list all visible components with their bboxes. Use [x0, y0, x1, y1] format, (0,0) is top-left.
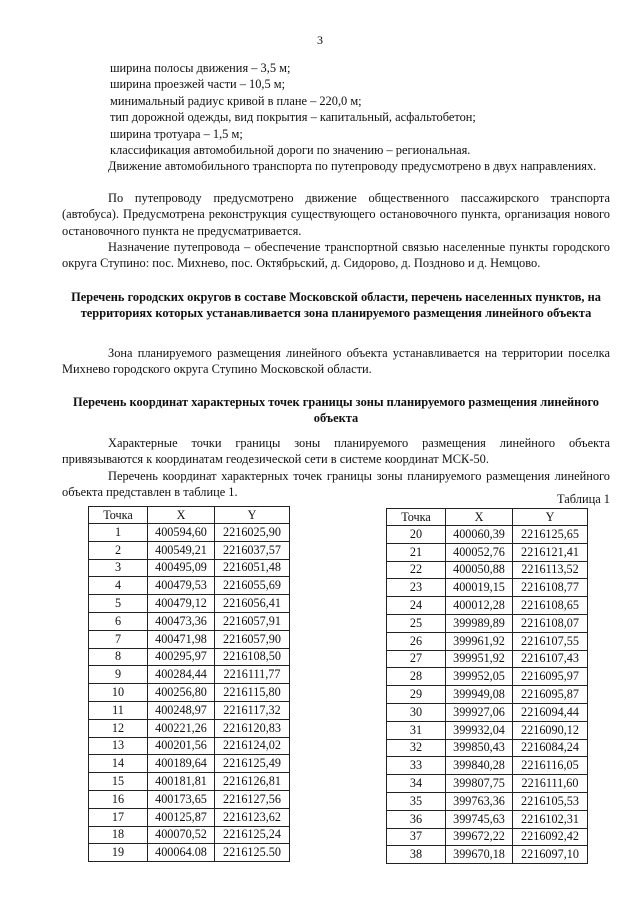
table-row [387, 526, 588, 544]
table-row [89, 808, 290, 826]
spec-list [110, 60, 620, 158]
y-cell: 2216125,65 [513, 526, 588, 544]
table-row [387, 721, 588, 739]
point-cell: 12 [89, 719, 148, 737]
y-cell: 2216057,90 [215, 630, 290, 648]
table-row [387, 739, 588, 757]
y-cell: 2216095,87 [513, 686, 588, 704]
point-cell: 20 [387, 526, 446, 544]
table-row [89, 701, 290, 719]
table-row [89, 595, 290, 613]
table-row [387, 792, 588, 810]
point-cell: 38 [387, 846, 446, 864]
coordinates-table-right [386, 508, 588, 864]
y-cell: 2216097,10 [513, 846, 588, 864]
x-cell: 400473,36 [148, 612, 215, 630]
x-cell: 400060,39 [446, 526, 513, 544]
point-cell: 8 [89, 648, 148, 666]
paragraph-traffic: Движение автомобильного транспорта по путепроводу предусмотрено в двух направлениях. [108, 159, 597, 173]
x-cell: 399989,89 [446, 614, 513, 632]
header-x: X [148, 507, 215, 524]
x-cell: 400201,56 [148, 737, 215, 755]
point-cell: 2 [89, 541, 148, 559]
spec-line-pavement-type: тип дорожной одежды, вид покрытия – капитальный, асфальтобетон; [110, 110, 476, 125]
table-row [89, 541, 290, 559]
paragraph-purpose: Назначение путепровода – обеспечение транспортной связью населенные пункты городского округа Ступино: пос. Михнево, пос. Октябрьский, д. Сидорово, д. Поздново и д. Немцово. [62, 240, 610, 271]
header-point: Точка [89, 507, 148, 524]
spec-line-lane-width: ширина полосы движения – 3,5 м; [110, 61, 291, 75]
y-cell: 2216111,60 [513, 775, 588, 793]
x-cell: 399763,36 [446, 792, 513, 810]
point-cell: 35 [387, 792, 446, 810]
x-cell: 400181,81 [148, 773, 215, 791]
y-cell: 2216057,91 [215, 612, 290, 630]
y-cell: 2216126,81 [215, 773, 290, 791]
point-cell: 16 [89, 790, 148, 808]
table-row [387, 561, 588, 579]
point-cell: 21 [387, 543, 446, 561]
table-row [387, 650, 588, 668]
point-cell: 37 [387, 828, 446, 846]
y-cell: 2216084,24 [513, 739, 588, 757]
x-cell: 400594,60 [148, 524, 215, 542]
table-row [89, 737, 290, 755]
y-cell: 2216095,97 [513, 668, 588, 686]
x-cell: 400248,97 [148, 701, 215, 719]
table-row [89, 844, 290, 862]
y-cell: 2216125,24 [215, 826, 290, 844]
y-cell: 2216092,42 [513, 828, 588, 846]
table-row [89, 684, 290, 702]
table-row [89, 559, 290, 577]
table-row [387, 632, 588, 650]
x-cell: 400070,52 [148, 826, 215, 844]
x-cell: 400256,80 [148, 684, 215, 702]
x-cell: 399672,22 [446, 828, 513, 846]
point-cell: 1 [89, 524, 148, 542]
point-cell: 14 [89, 755, 148, 773]
y-cell: 2216120,83 [215, 719, 290, 737]
point-cell: 26 [387, 632, 446, 650]
header-point: Точка [387, 509, 446, 526]
y-cell: 2216124,02 [215, 737, 290, 755]
table-row [387, 757, 588, 775]
x-cell: 399949,08 [446, 686, 513, 704]
point-cell: 13 [89, 737, 148, 755]
x-cell: 400050,88 [446, 561, 513, 579]
table-header-row [89, 507, 290, 524]
paragraph-table-intro: Перечень координат характерных точек границы зоны планируемого размещения линейного объекта представлен в таблице 1. [62, 469, 610, 500]
point-cell: 15 [89, 773, 148, 791]
table-row [89, 648, 290, 666]
table-row [89, 577, 290, 595]
table-row [387, 846, 588, 864]
x-cell: 399932,04 [446, 721, 513, 739]
spec-line-sidewalk-width: ширина тротуара – 1,5 м; [110, 126, 243, 141]
point-cell: 24 [387, 597, 446, 615]
point-cell: 9 [89, 666, 148, 684]
y-cell: 2216116,05 [513, 757, 588, 775]
table-row [387, 543, 588, 561]
spec-line-min-radius: минимальный радиус кривой в плане – 220,0 м; [110, 93, 362, 108]
x-cell: 400189,64 [148, 755, 215, 773]
table-caption: Таблица 1 [557, 492, 610, 506]
x-cell: 399961,92 [446, 632, 513, 650]
x-cell: 400295,97 [148, 648, 215, 666]
table-row [387, 775, 588, 793]
point-cell: 33 [387, 757, 446, 775]
point-cell: 19 [89, 844, 148, 862]
x-cell: 400221,26 [148, 719, 215, 737]
header-y: Y [215, 507, 290, 524]
y-cell: 2216102,31 [513, 810, 588, 828]
y-cell: 2216108,07 [513, 614, 588, 632]
y-cell: 2216127,56 [215, 790, 290, 808]
y-cell: 2216025,90 [215, 524, 290, 542]
section-heading-coordinates: Перечень координат характерных точек границы зоны планируемого размещения линейного объекта [73, 395, 599, 426]
page-number: 3 [317, 33, 323, 47]
point-cell: 5 [89, 595, 148, 613]
section-heading-districts: Перечень городских округов в составе Московской области, перечень населенных пунктов, на территориях которых устанавливается зона планируемого размещения линейного объекта [71, 290, 601, 321]
point-cell: 36 [387, 810, 446, 828]
y-cell: 2216117,32 [215, 701, 290, 719]
x-cell: 400495,09 [148, 559, 215, 577]
point-cell: 27 [387, 650, 446, 668]
point-cell: 23 [387, 579, 446, 597]
table-row [89, 524, 290, 542]
y-cell: 2216111,77 [215, 666, 290, 684]
table-row [387, 828, 588, 846]
x-cell: 399927,06 [446, 703, 513, 721]
point-cell: 22 [387, 561, 446, 579]
table-row [89, 719, 290, 737]
x-cell: 399745,63 [446, 810, 513, 828]
table-row [89, 666, 290, 684]
y-cell: 2216108,77 [513, 579, 588, 597]
table-row [89, 755, 290, 773]
table-row [387, 579, 588, 597]
y-cell: 2216115,80 [215, 684, 290, 702]
point-cell: 31 [387, 721, 446, 739]
point-cell: 10 [89, 684, 148, 702]
paragraph-transport: По путепроводу предусмотрено движение общественного пассажирского транспорта (автобуса). Предусмотрена реконструкция существующего остановочного пункта, организация нового остановочного пункта не предусматривается. [62, 191, 610, 238]
y-cell: 2216107,43 [513, 650, 588, 668]
table-row [387, 668, 588, 686]
x-cell: 400064.08 [148, 844, 215, 862]
y-cell: 2216056,41 [215, 595, 290, 613]
x-cell: 399670,18 [446, 846, 513, 864]
x-cell: 400173,65 [148, 790, 215, 808]
point-cell: 29 [387, 686, 446, 704]
table-row [387, 810, 588, 828]
header-x: X [446, 509, 513, 526]
x-cell: 400012,28 [446, 597, 513, 615]
header-y: Y [513, 509, 588, 526]
y-cell: 2216121,41 [513, 543, 588, 561]
x-cell: 400052,76 [446, 543, 513, 561]
y-cell: 2216108,50 [215, 648, 290, 666]
point-cell: 18 [89, 826, 148, 844]
y-cell: 2216051,48 [215, 559, 290, 577]
x-cell: 399840,28 [446, 757, 513, 775]
spec-line-carriageway-width: ширина проезжей части – 10,5 м; [110, 77, 286, 92]
point-cell: 30 [387, 703, 446, 721]
point-cell: 6 [89, 612, 148, 630]
point-cell: 17 [89, 808, 148, 826]
spec-line-road-class: классификация автомобильной дороги по значению – региональная. [110, 143, 471, 158]
x-cell: 400019,15 [446, 579, 513, 597]
y-cell: 2216107,55 [513, 632, 588, 650]
point-cell: 3 [89, 559, 148, 577]
table-row [387, 703, 588, 721]
point-cell: 32 [387, 739, 446, 757]
paragraph-zone-location: Зона планируемого размещения линейного объекта устанавливается на территории поселка Михнево городского округа Ступино Московской области. [62, 346, 610, 377]
y-cell: 2216108,65 [513, 597, 588, 615]
x-cell: 400479,12 [148, 595, 215, 613]
paragraph-geodetic: Характерные точки границы зоны планируемого размещения линейного объекта привязываются к координатам геодезической сети в системе координат МСК-50. [62, 436, 610, 467]
y-cell: 2216090,12 [513, 721, 588, 739]
y-cell: 2216105,53 [513, 792, 588, 810]
x-cell: 400471,98 [148, 630, 215, 648]
x-cell: 400125,87 [148, 808, 215, 826]
y-cell: 2216113,52 [513, 561, 588, 579]
x-cell: 399850,43 [446, 739, 513, 757]
point-cell: 11 [89, 701, 148, 719]
y-cell: 2216037,57 [215, 541, 290, 559]
x-cell: 399952,05 [446, 668, 513, 686]
x-cell: 399951,92 [446, 650, 513, 668]
table-row [89, 612, 290, 630]
table-row [387, 614, 588, 632]
x-cell: 400284,44 [148, 666, 215, 684]
point-cell: 34 [387, 775, 446, 793]
table-row [387, 597, 588, 615]
point-cell: 7 [89, 630, 148, 648]
table-row [89, 826, 290, 844]
table-header-row [387, 509, 588, 526]
x-cell: 399807,75 [446, 775, 513, 793]
table-row [387, 686, 588, 704]
x-cell: 400479,53 [148, 577, 215, 595]
y-cell: 2216125,49 [215, 755, 290, 773]
y-cell: 2216123,62 [215, 808, 290, 826]
table-row [89, 773, 290, 791]
point-cell: 28 [387, 668, 446, 686]
point-cell: 25 [387, 614, 446, 632]
y-cell: 2216055,69 [215, 577, 290, 595]
table-row [89, 790, 290, 808]
coordinates-table-left [88, 506, 290, 862]
point-cell: 4 [89, 577, 148, 595]
x-cell: 400549,21 [148, 541, 215, 559]
y-cell: 2216125.50 [215, 844, 290, 862]
y-cell: 2216094,44 [513, 703, 588, 721]
table-row [89, 630, 290, 648]
